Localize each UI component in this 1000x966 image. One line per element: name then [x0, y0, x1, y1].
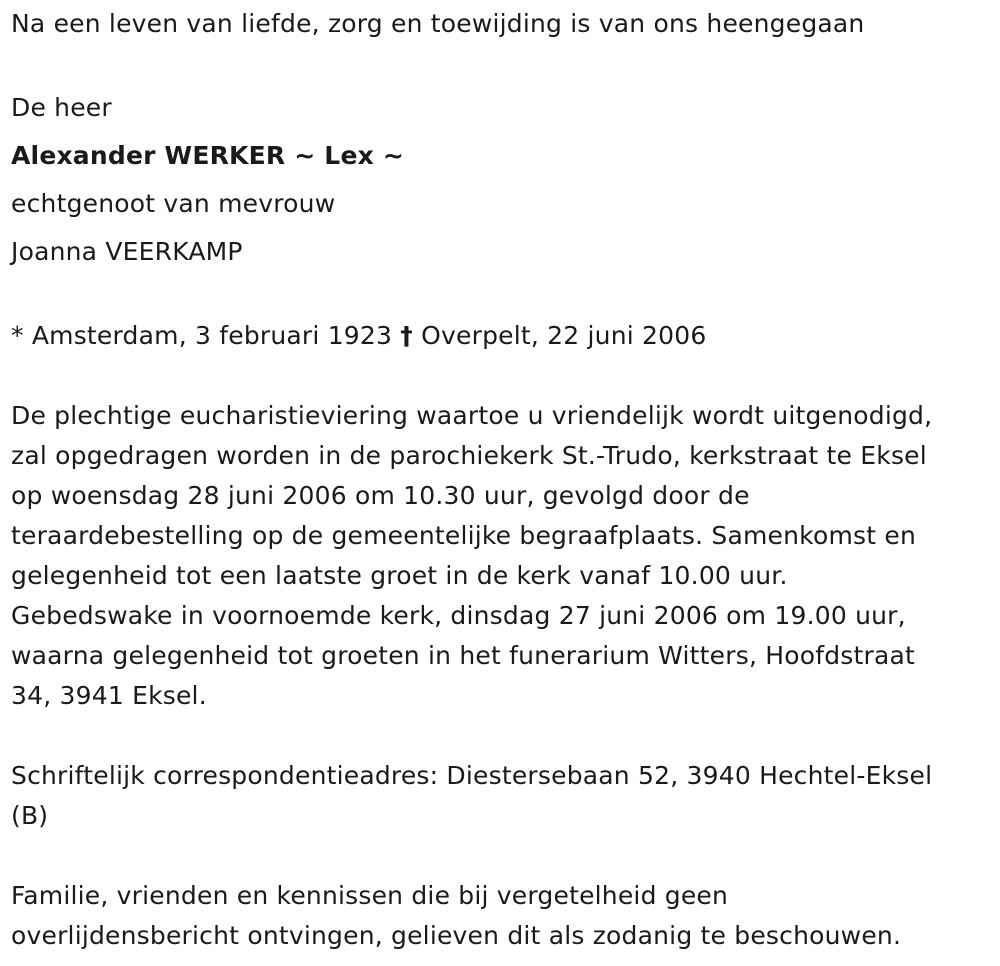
spouse-label: echtgenoot van mevrouw	[11, 189, 336, 218]
spouse-name: Joanna VEERKAMP	[11, 237, 243, 266]
service-line: zal opgedragen worden in de parochiekerk St.-Trudo, kerkstraat te Eksel	[11, 441, 927, 470]
service-line: Gebedswake in voornoemde kerk, dinsdag 27 juni 2006 om 19.00 uur,	[11, 601, 906, 630]
intro-text: Na een leven van liefde, zorg en toewijding is van ons heengegaan	[11, 9, 865, 38]
service-line: op woensdag 28 juni 2006 om 10.30 uur, gevolgd door de	[11, 481, 750, 510]
address-line: Schriftelijk correspondentieadres: Diestersebaan 52, 3940 Hechtel-Eksel	[11, 761, 933, 790]
spacer	[11, 44, 989, 84]
cross-icon: †	[400, 321, 413, 350]
obituary-notice	[11, 4, 989, 956]
deceased-name: Alexander WERKER ~ Lex ~	[11, 141, 404, 170]
address-line: (B)	[11, 801, 49, 830]
life-dates	[11, 316, 989, 356]
spacer	[11, 836, 989, 876]
service-line: gelegenheid tot een laatste groet in de kerk vanaf 10.00 uur.	[11, 561, 788, 590]
service-line: 34, 3941 Eksel.	[11, 681, 207, 710]
spacer	[11, 356, 989, 396]
closing-line: Familie, vrienden en kennissen die bij vergetelheid geen	[11, 881, 729, 910]
service-line: teraardebestelling op de gemeentelijke begraafplaats. Samenkomst en	[11, 521, 917, 550]
service-line: De plechtige eucharistieviering waartoe u vriendelijk wordt uitgenodigd,	[11, 401, 933, 430]
death-info: Overpelt, 22 juni 2006	[421, 321, 707, 350]
birth-info: * Amsterdam, 3 februari 1923	[11, 321, 393, 350]
spacer	[11, 276, 989, 316]
spacer	[11, 716, 989, 756]
service-paragraph	[11, 396, 989, 716]
title-prefix: De heer	[11, 93, 112, 122]
closing-paragraph	[11, 876, 989, 956]
service-line: waarna gelegenheid tot groeten in het funerarium Witters, Hoofdstraat	[11, 641, 916, 670]
address-paragraph	[11, 756, 989, 836]
closing-line: overlijdensbericht ontvingen, gelieven dit als zodanig te beschouwen.	[11, 921, 902, 950]
